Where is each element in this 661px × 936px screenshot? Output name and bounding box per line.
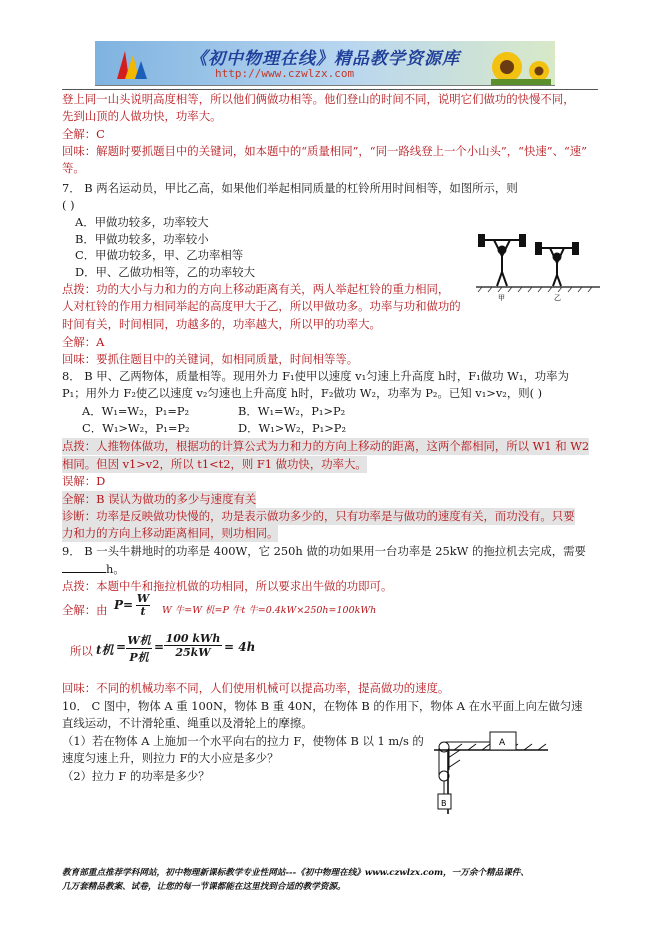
formula-p — [114, 598, 133, 612]
option-c: C．W₁>W₂，P₁=P₂ — [82, 421, 190, 435]
answer-line: 全解：B 误认为做功的多少与速度有关 — [62, 492, 257, 506]
sunflower-icon — [491, 52, 551, 85]
diagnosis-line: 力和力的方向上移动距离相同，则功相同。 — [62, 526, 279, 540]
so-text: 所以 — [70, 644, 93, 658]
question-10: 10． C 图中，物体 A 重 100N，物体 B 重 40N，在物体 B 的作用下，物体 A 在水平面上向左做匀速 — [62, 699, 583, 713]
banner-url[interactable]: http://www.czwlzx.com — [215, 67, 355, 80]
header-rule — [62, 89, 598, 90]
question-7-bracket: ( ) — [62, 198, 75, 212]
answer-line: 全解：C — [62, 127, 105, 141]
formula-fraction-1 — [126, 632, 152, 665]
formula-denominator: P机 — [126, 648, 152, 665]
formula-eq: = — [154, 640, 165, 654]
sub-question-1-cont: 速度匀速上升，则拉力 F的大小应是多少？ — [62, 751, 279, 765]
question-10-cont: 直线运动，不计滑轮重、绳重以及滑轮上的摩擦。 — [62, 716, 313, 730]
calc-line: W 牛=W 机=P 牛t 牛=0.4kW×250h=100kWh — [162, 605, 377, 616]
option-c: C．甲做功较多，甲、乙功率相等 — [75, 248, 244, 262]
formula-t-lhs: t机 — [96, 643, 114, 657]
hint-line: 人对杠铃的作用力相同举起的高度甲大于乙，所以甲做功多。功率与功和做功的 — [62, 299, 461, 313]
option-a: A．W₁=W₂，P₁=P₂ — [82, 404, 190, 418]
answer-blank — [62, 572, 106, 573]
footer-line: 教育部重点推荐学科网站，初中物理新课标教学专业性网站---《初中物理在线》www.czwlzx.com，一万余个精品课件、 — [62, 868, 529, 878]
option-d: D．W₁>W₂，P₁>P₂ — [238, 421, 347, 435]
formula-numerator: 100 kWh — [165, 632, 221, 645]
formula-fraction — [136, 592, 150, 618]
logo-icon — [117, 51, 147, 79]
option-b: B．甲做功较多，功率较小 — [75, 232, 209, 246]
formula-eq: = — [123, 598, 134, 612]
option-b: B．W₁=W₂，P₁>P₂ — [238, 404, 346, 418]
figure-label-yi: 乙 — [554, 294, 561, 302]
text-line: 登上同一山头说明高度相等，所以他们俩做功相等。他们登山的时间不同，说明它们做功的快慢不同， — [62, 92, 575, 106]
question-8: 8． B 甲、乙两物体，质量相等。现用外力 F₁使甲以速度 v₁匀速上升高度 h时，F₁做功 W₁，功率为 — [62, 369, 569, 383]
block-b-label: B — [441, 799, 447, 808]
footer-line: 几万套精品教案、试卷，让您的每一节课都能在这里找到合适的教学资源。 — [62, 882, 346, 892]
answer-line: 全解：A — [62, 335, 105, 349]
formula-denominator: 25kW — [164, 645, 222, 659]
sub-question-1: （1）若在物体 A 上施加一个水平向右的拉力 F，使物体 B 以 1 m/s 的 — [62, 734, 424, 748]
hint-line: 相同。但因 v1>v2，所以 t1<t2，则 F1 做功快，功率大。 — [62, 457, 367, 471]
answer-line: 全解：由 — [62, 603, 108, 617]
diagnosis-line: 诊断：功率是反映做功快慢的，功是表示做功多少的，只有功率是与做功的速度有关，而功没有。只要 — [62, 509, 575, 523]
sub-question-2: （2）拉力 F 的功率是多少？ — [62, 769, 210, 783]
review-line: 回味：解题时要抓题目中的关键词，如本题中的“质量相同”，“同一路线登上一个小山头”，“快速”、“速” — [62, 144, 587, 158]
review-line: 回味：不同的机械功率不同，人们使用机械可以提高功率，提高做功的速度。 — [62, 681, 450, 695]
question-9: 9． B 一头牛耕地时的功率是 400W，它 250h 做的功如果用一台功率是 25kW 的拖拉机去完成，需要 — [62, 544, 586, 558]
formula-t: t — [136, 605, 150, 618]
option-a: A．甲做功较多，功率较大 — [75, 215, 209, 229]
figure-label-jia: 甲 — [498, 294, 505, 302]
question-8-cont: P₁；用外力 F₂使乙以速度 v₂匀速也上升高度 h时，F₂做功 W₂，功率为 P₂。已知 v₁>v₂，则( ) — [62, 386, 543, 400]
hint-line: 点拨：人推物体做功，根据功的计算公式为力和力的方向上移动的距离，这两个都相同，所以 W1 和 W2 — [62, 439, 590, 453]
formula-fraction-2 — [164, 632, 222, 659]
unit-text: h。 — [106, 562, 125, 576]
review-line: 回味：要抓住题目中的关键词，如相同质量，时间相等等。 — [62, 352, 359, 366]
text-line: 先到山顶的人做功快，功率大。 — [62, 109, 222, 123]
block-a-label: A — [499, 738, 506, 748]
hint-line: 点拨：功的大小与力和力的方向上移动距离有关，两人举起杠铃的重力相同， — [62, 282, 450, 296]
wrong-answer-line: 误解：D — [62, 474, 106, 488]
question-7: 7． B 两名运动员，甲比乙高，如果他们举起相同质量的杠铃所用时间相等，如图所示，则 — [62, 181, 518, 195]
formula-p-symbol: P — [114, 598, 124, 612]
option-d: D．甲、乙做功相等，乙的功率较大 — [75, 265, 255, 279]
text-line: 等。 — [62, 161, 85, 175]
hint-line: 时间有关，时间相同，功越多的，功率越大，所以甲的功率大。 — [62, 317, 381, 331]
banner-title: 《初中物理在线》精品教学资源库 — [190, 49, 460, 69]
formula-numerator: W机 — [127, 634, 151, 647]
formula-eq: = — [116, 640, 127, 654]
formula-result: = 4h — [224, 640, 256, 654]
weightlifter-figure — [476, 232, 602, 302]
hint-line: 点拨：本题中牛和拖拉机做的功相同，所以要求出牛做的功即可。 — [62, 579, 393, 593]
formula-w: W — [136, 592, 150, 605]
pulley-figure — [428, 728, 568, 814]
